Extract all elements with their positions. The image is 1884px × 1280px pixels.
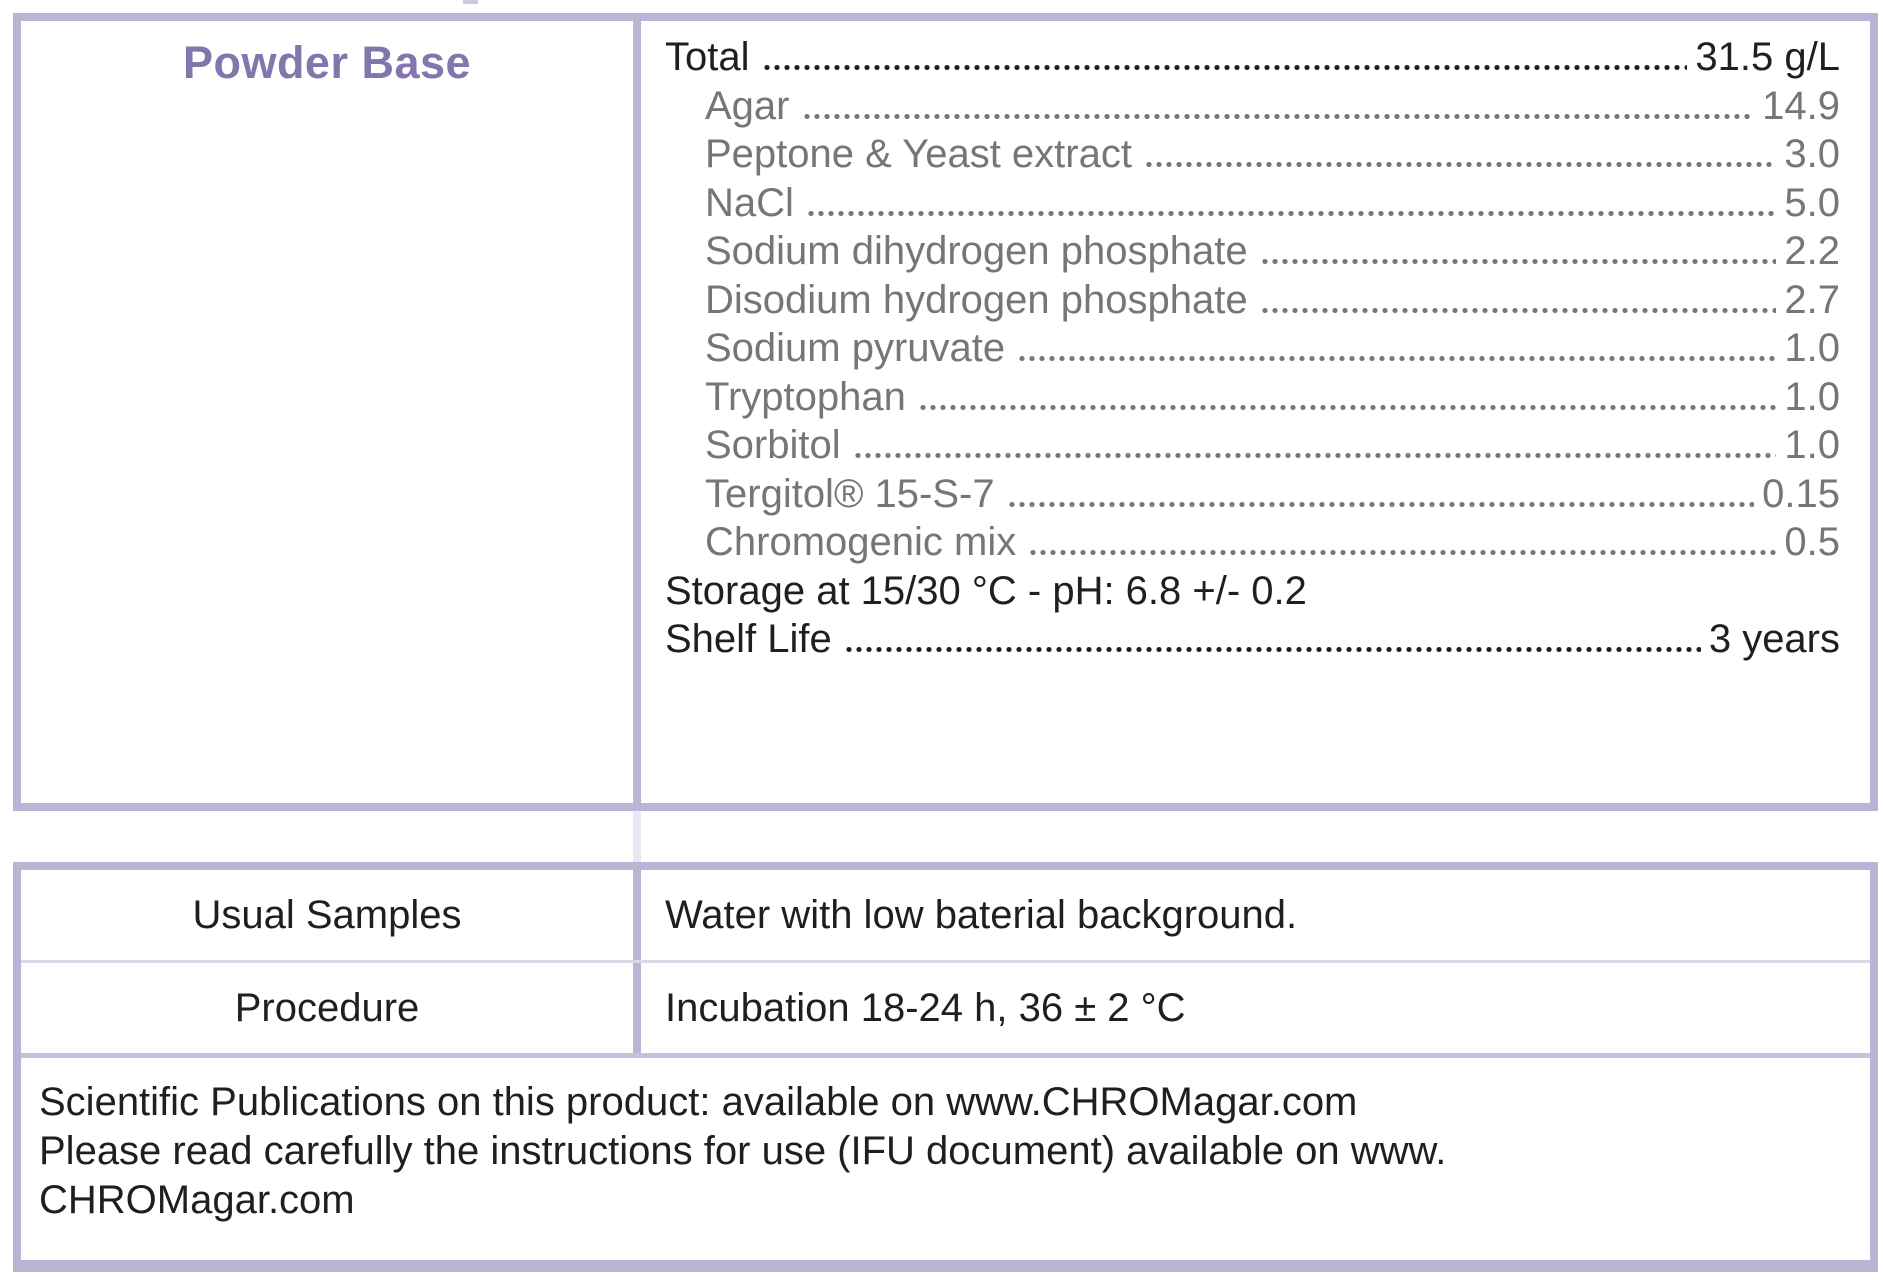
procedure-value: Incubation 18-24 h, 36 ± 2 °C [665,985,1186,1030]
procedure-row [21,960,1870,1053]
ingredient-label: Agar [705,83,790,128]
ingredient-value: 5.0 [1784,180,1840,225]
ingredient-row [665,519,1840,565]
ingredient-value: 0.5 [1784,520,1840,564]
dot-leader [853,453,1777,458]
ingredient-label: Tryptophan [705,374,906,419]
powder-base-table [13,13,1878,811]
dot-leader [1007,502,1755,507]
ingredient-label: Chromogenic mix [705,520,1017,564]
composition-list [641,21,1870,803]
ingredient-value: 14.9 [1762,83,1840,128]
ingredient-label: Sodium dihydrogen phosphate [705,229,1248,273]
footer-line-publications: Scientific Publications on this product: available on www.CHROMagar.com [39,1080,1358,1124]
dot-leader [802,114,1755,119]
ingredient-label: Tergitol® 15-S-7 [705,471,995,516]
ingredient-value: 2.2 [1784,229,1840,273]
ingredient-value: 0.15 [1762,471,1840,516]
ingredient-row [665,422,1840,468]
cropped-divider-fragment [463,0,478,4]
dot-leader [1260,259,1777,264]
ingredient-row [665,180,1840,226]
ingredient-label: Total [665,35,750,79]
dot-leader [1017,356,1776,361]
ingredient-row [665,228,1840,274]
shelf-life-value: 3 years [1708,617,1840,661]
ingredient-row [665,374,1840,420]
footer-line-ifu: Please read carefully the instructions for use (IFU document) available on www. [39,1129,1447,1173]
footer-line-url: CHROMagar.com [39,1178,355,1222]
dot-leader [1260,308,1777,313]
ingredient-value: 2.7 [1784,277,1840,322]
usual-samples-label: Usual Samples [21,870,641,960]
usual-samples-value: Water with low baterial background. [665,892,1298,937]
storage-label: Storage at 15/30 °C - pH: 6.8 +/- 0.2 [665,568,1307,613]
info-table [13,862,1878,1272]
powder-base-header-cell [21,21,641,803]
ingredient-label: Sorbitol [705,423,841,467]
ingredient-value: 31.5 g/L [1695,35,1840,79]
ingredient-value: 1.0 [1784,374,1840,419]
shelf-life-label: Shelf Life [665,617,832,661]
ingredient-row [665,325,1840,371]
ingredient-label: Disodium hydrogen phosphate [705,277,1248,322]
ingredient-row [665,131,1840,177]
ingredient-value: 1.0 [1784,423,1840,467]
ingredient-label: NaCl [705,180,794,225]
ingredient-label: Sodium pyruvate [705,326,1006,370]
ingredient-label: Peptone & Yeast extract [705,132,1132,176]
dot-leader [806,211,1776,216]
footer-notes [21,1053,1870,1225]
procedure-label: Procedure [21,963,641,1053]
ingredient-row [665,83,1840,129]
shelf-life-row [665,616,1840,662]
ingredient-row [665,277,1840,323]
dot-leader [1028,550,1776,555]
ingredient-row [665,34,1840,80]
dot-leader [918,405,1777,410]
powder-base-title: Powder Base [182,37,472,88]
ingredient-value: 1.0 [1784,326,1840,370]
table-gap-divider [633,811,641,862]
dot-leader [844,647,1701,652]
storage-row [665,568,1840,614]
dot-leader [1144,162,1776,167]
usual-samples-row [21,870,1870,960]
dot-leader [762,65,1688,70]
ingredient-row [665,471,1840,517]
ingredient-value: 3.0 [1784,132,1840,176]
